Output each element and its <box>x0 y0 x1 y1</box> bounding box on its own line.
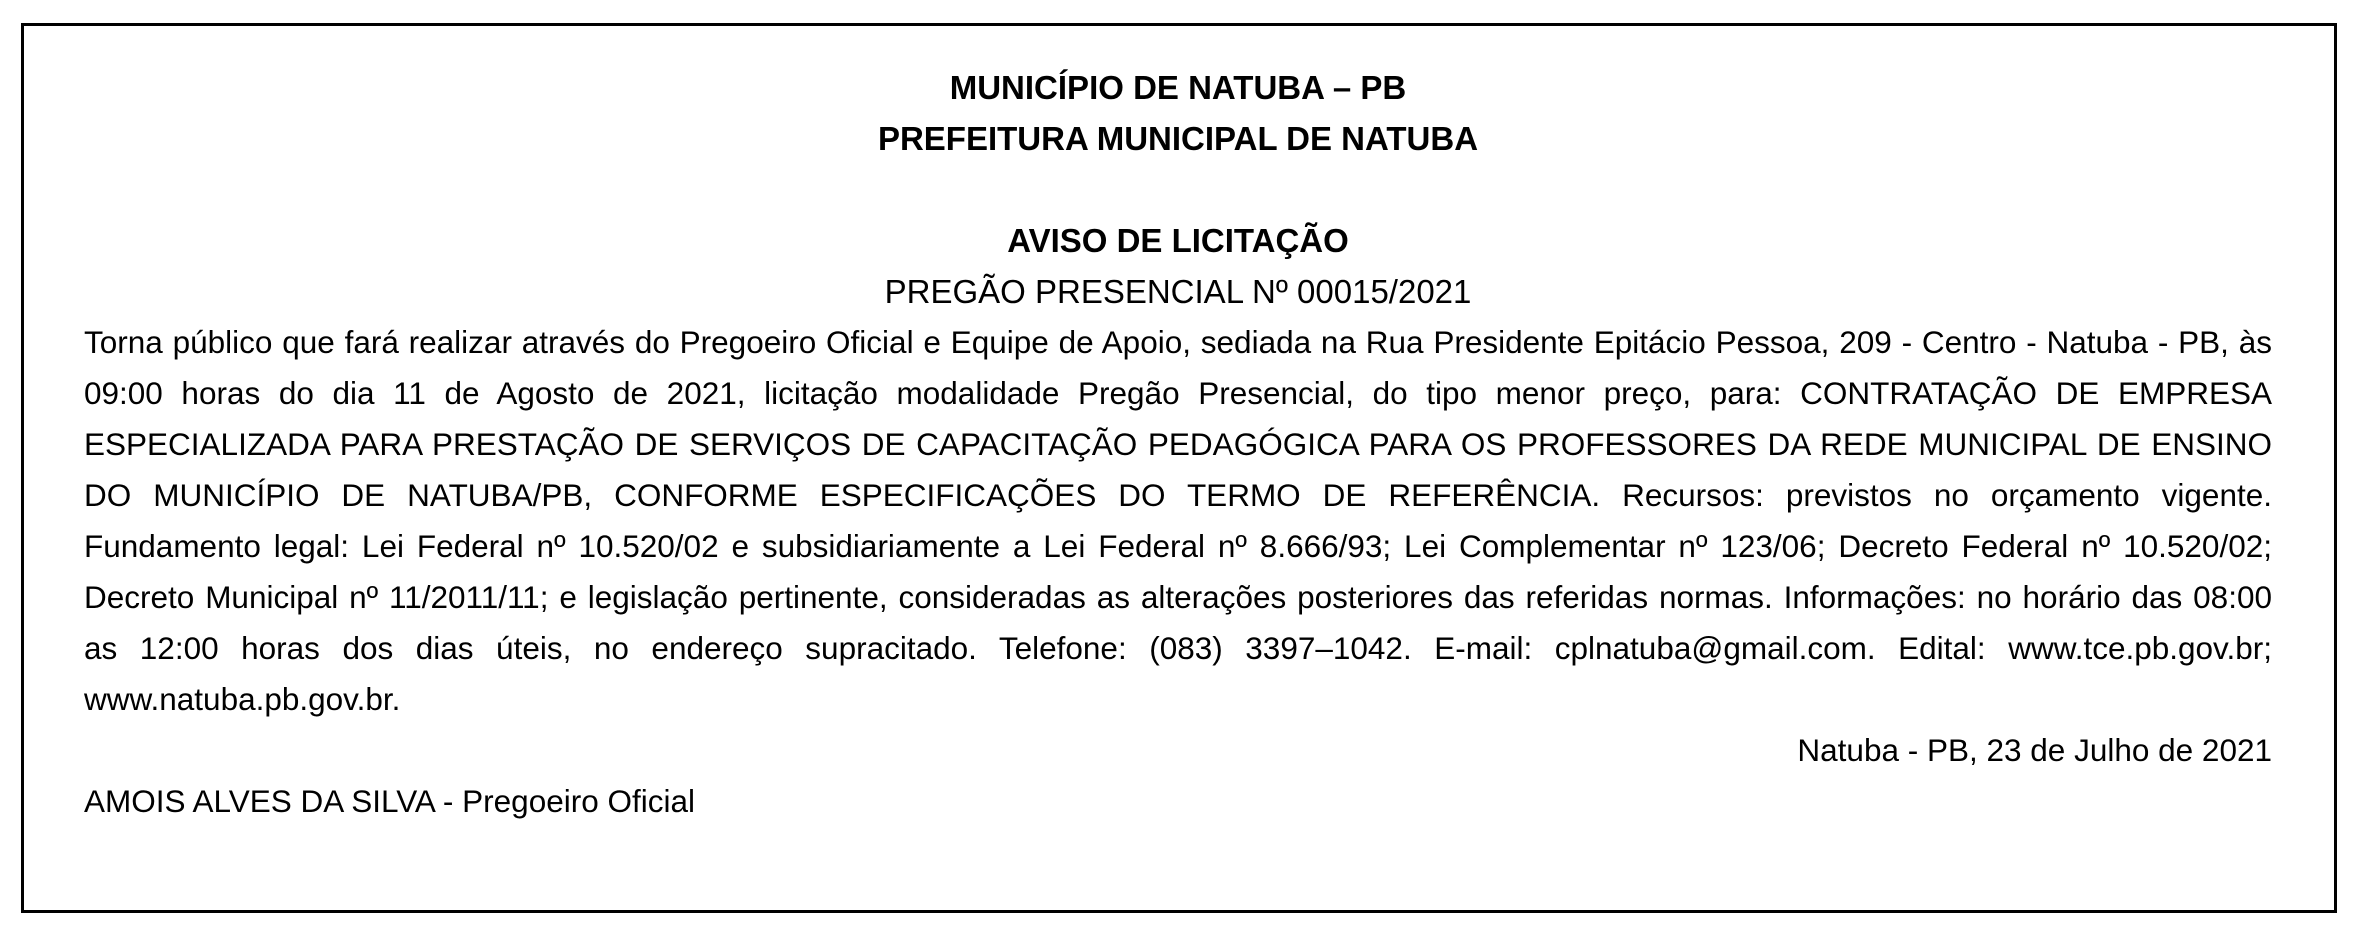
signature: AMOIS ALVES DA SILVA - Pregoeiro Oficial <box>84 783 696 819</box>
spacer <box>84 164 2272 215</box>
place-date: Natuba - PB, 23 de Julho de 2021 <box>1797 732 2272 768</box>
notice-content <box>84 62 2272 827</box>
notice-body: Torna público que fará realizar através do Pregoeiro Oficial e Equipe de Apoio, sediada na Rua Presidente Epitácio Pessoa, 209 - Centro - Natuba - PB, às 09:00 horas do dia 11 de Agosto de 2021, licitação modalidade Pregão Presencial, do tipo menor preço, para: CONTRATAÇÃO DE EMPRESA ESPECIALIZADA PARA PRESTAÇÃO DE SERVIÇOS DE CAPACITAÇÃO PEDAGÓGICA PARA OS PROFESSORES DA REDE MUNICIPAL DE ENSINO DO MUNICÍPIO DE NATUBA/PB, CONFORME ESPECIFICAÇÕES DO TERMO DE REFERÊNCIA. Recursos: previstos no orçamento vigente. Fundamento legal: Lei Federal nº 10.520/02 e subsidiariamente a Lei Federal nº 8.666/93; Lei Complementar nº 123/06; Decreto Federal nº 10.520/02; Decreto Municipal nº 11/2011/11; e legislação pertinente, consideradas as alterações posteriores das referidas normas. Informações: no horário das 08:00 as 12:00 horas dos dias úteis, no endereço supracitado. Telefone: (083) 3397–1042. E-mail: cplnatuba@gmail.com. Edital: www.tce.pb.gov.br; www.natuba.pb.gov.br. <box>84 324 2272 717</box>
prefecture-heading: PREFEITURA MUNICIPAL DE NATUBA <box>877 120 1479 157</box>
notice-title: AVISO DE LICITAÇÃO <box>1007 222 1349 259</box>
municipality-heading: MUNICÍPIO DE NATUBA – PB <box>949 69 1407 106</box>
notice-subtitle: PREGÃO PRESENCIAL Nº 00015/2021 <box>884 273 1472 310</box>
